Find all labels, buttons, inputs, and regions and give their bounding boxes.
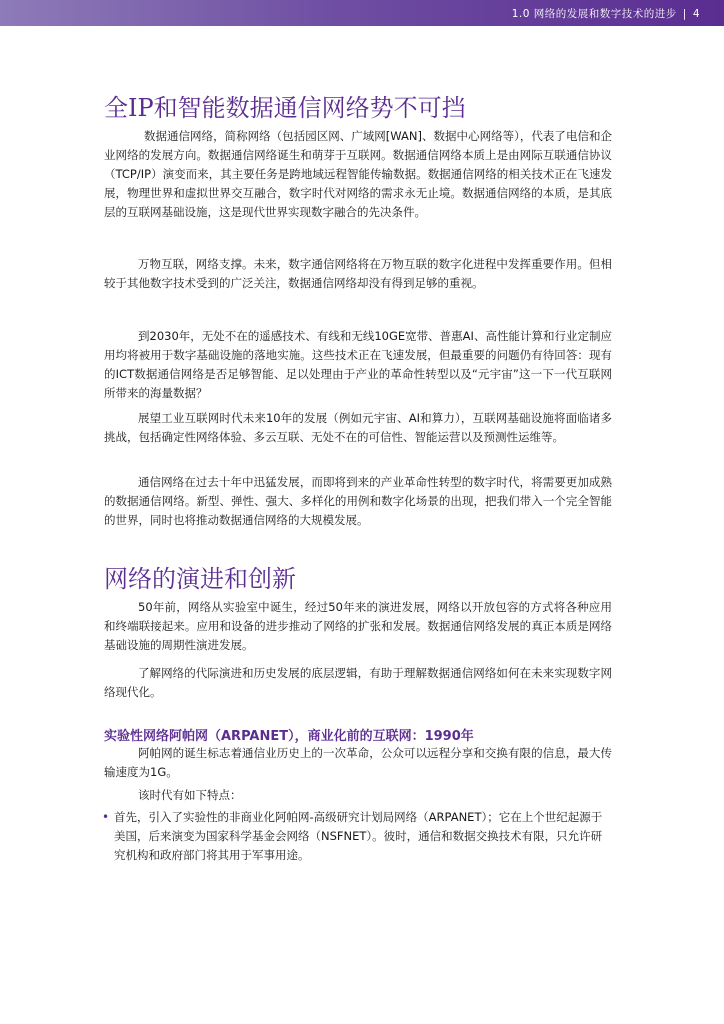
paragraph: 到2030年，无处不在的遥感技术、有线和无线10GE宽带、普惠AI、高性能计算和行业定制应用均将被用于数字基础设施的落地实施。这些技术正在飞速发展，但最重要的问题仍有待回答：现有的ICT数据通信网络是否足够智能、足以处理由于产业的革命性转型以及“元宇宙”这一下一代互联网所带来的海量数据？ <box>104 329 612 400</box>
bullet-item <box>104 808 612 865</box>
header-separator: | <box>682 8 687 20</box>
page-number: 4 <box>692 8 700 20</box>
bullet-text: 首先，引入了实验性的非商业化阿帕网-高级研究计划局网络（ARPANET）；它在上个世纪起源于美国，后来演变为国家科学基金会网络（NSFNET）。彼时，通信和数据交换技术有限，只允许研究机构和政府部门将其用于军事用途。 <box>114 810 603 862</box>
section-title-evolution: 网络的演进和创新 <box>104 565 296 593</box>
section-title-ip: 全IP和智能数据通信网络势不可挡 <box>104 94 466 122</box>
subsection-title: 实验性网络阿帕网（ARPANET），商业化前的互联网：1990年 <box>104 729 474 744</box>
header-text <box>512 6 700 21</box>
paragraph: 了解网络的代际演进和历史发展的底层逻辑，有助于理解数据通信网络如何在未来实现数字网络现代化。 <box>104 666 612 699</box>
paragraph: 展望工业互联网时代未来10年的发展（例如元宇宙、AI和算力），互联网基础设施将面临诸多挑战，包括确定性网络体验、多云互联、无处不在的可信性、智能运营以及预测性运维等。 <box>104 411 612 444</box>
paragraph: 该时代有如下特点： <box>138 788 242 802</box>
paragraph: 阿帕网的诞生标志着通信业历史上的一次革命，公众可以远程分享和交换有限的信息，最大传输速度为1G。 <box>104 746 612 779</box>
paragraph: 50年前，网络从实验室中诞生，经过50年来的演进发展，网络以开放包容的方式将各种应用和终端联接起来。应用和设备的进步推动了网络的扩张和发展。数据通信网络发展的真正本质是网络基础设施的周期性演进发展。 <box>104 600 612 652</box>
header-bar <box>0 0 724 26</box>
bullet-icon: • <box>102 810 110 824</box>
paragraph: 数据通信网络，简称网络（包括园区网、广域网[WAN]、数据中心网络等），代表了电信和企业网络的发展方向。数据通信网络诞生和萌芽于互联网。数据通信网络本质上是由网际互联通信协议（TCP/IP）演变而来，其主要任务是跨地域远程智能传输数据。数据通信网络的相关技术正在飞速发展，物理世界和虚拟世界交互融合，数字时代对网络的需求永无止境。数据通信网络的本质，是其底层的互联网基础设施，这是现代世界实现数字融合的先决条件。 <box>104 129 612 219</box>
paragraph: 万物互联，网络支撑。未来，数字通信网络将在万物互联的数字化进程中发挥重要作用。但相较于其他数字技术受到的广泛关注，数据通信网络却没有得到足够的重视。 <box>104 257 612 290</box>
paragraph: 通信网络在过去十年中迅猛发展，而即将到来的产业革命性转型的数字时代，将需要更加成熟的数据通信网络。新型、弹性、强大、多样化的用例和数字化场景的出现，把我们带入一个完全智能的世界，同时也将推动数据通信网络的大规模发展。 <box>104 475 612 527</box>
section-title: 1.0 网络的发展和数字技术的进步 <box>511 8 677 20</box>
